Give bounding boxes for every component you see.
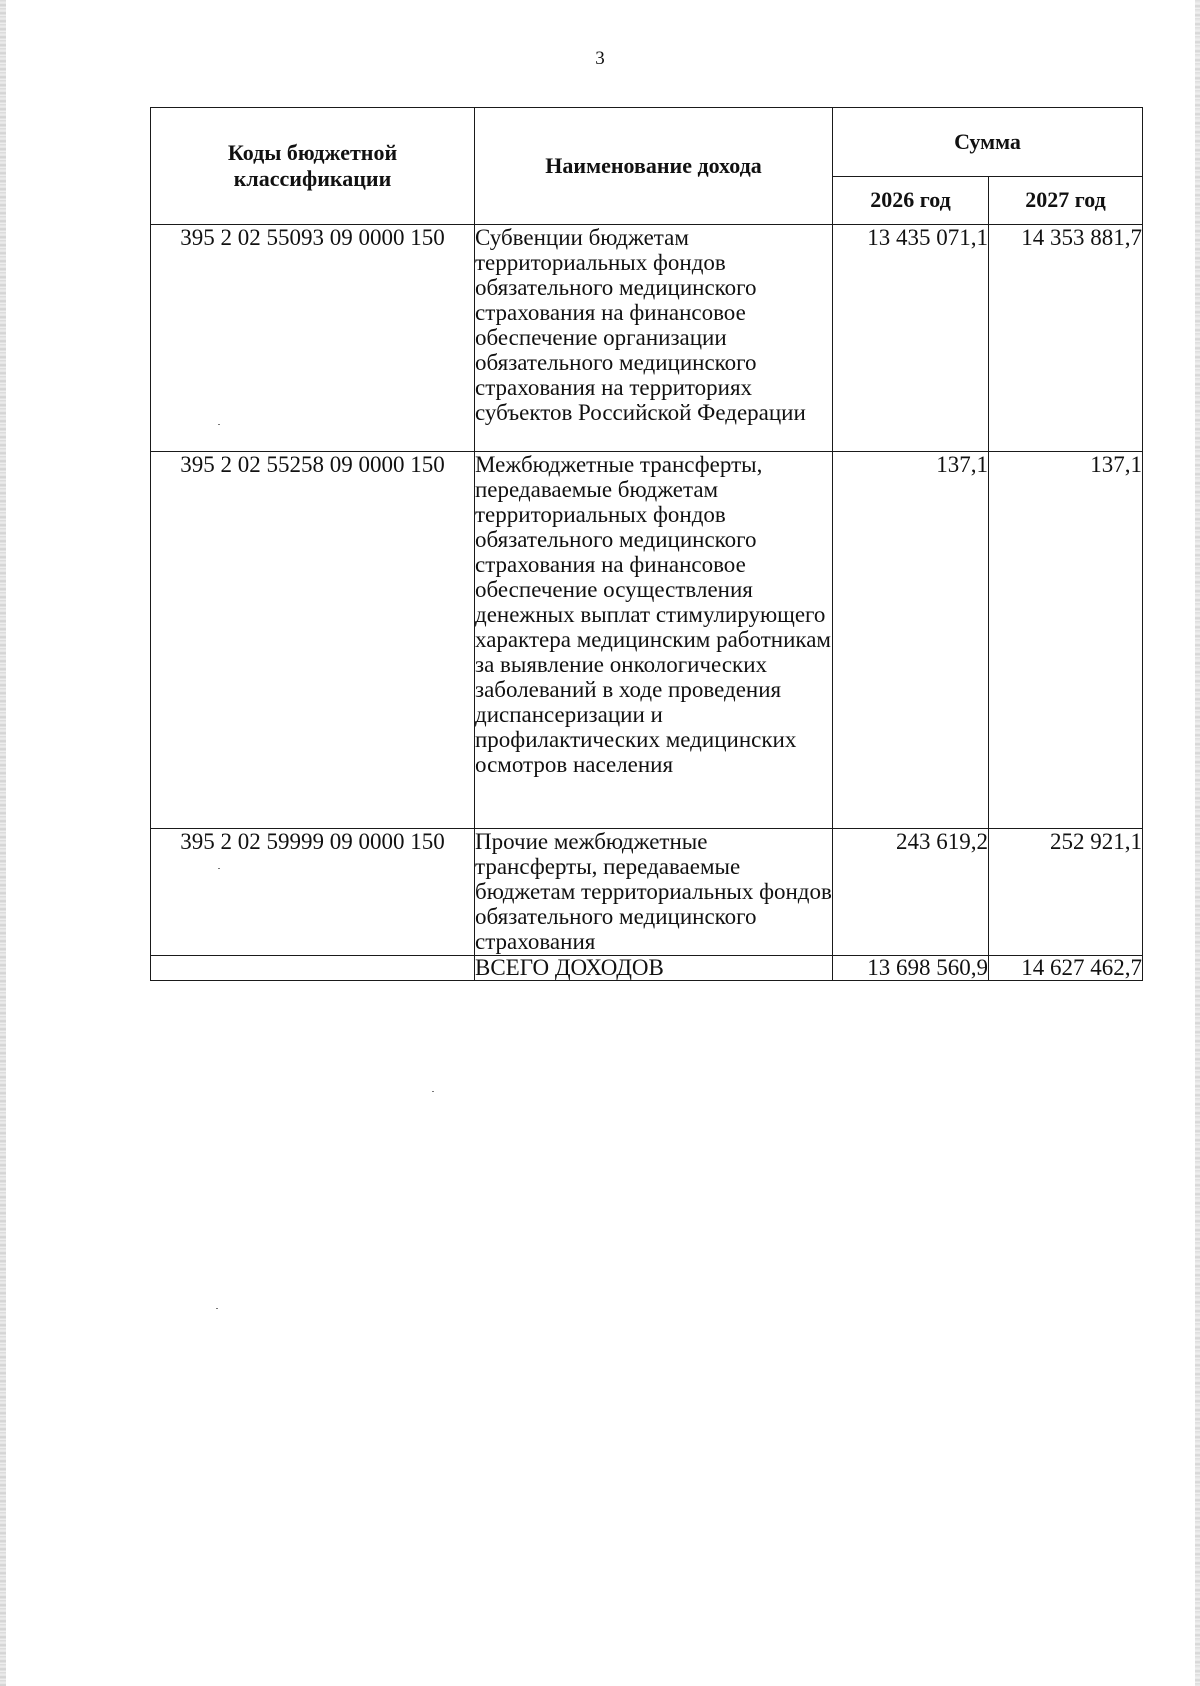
scan-edge-left xyxy=(0,0,6,1686)
revenue-table xyxy=(150,107,1143,981)
scan-speck xyxy=(218,424,220,425)
total-row xyxy=(151,956,1143,981)
scan-edge-right xyxy=(1195,0,1200,1686)
row-amount-2026: 13 435 071,1 xyxy=(833,225,989,452)
total-amount-2026: 13 698 560,9 xyxy=(833,956,989,981)
header-year-2026: 2026 год xyxy=(833,176,989,224)
row-code: 395 2 02 55093 09 0000 150 xyxy=(151,225,475,452)
scan-speck xyxy=(432,1091,434,1092)
row-amount-2026: 243 619,2 xyxy=(833,829,989,956)
row-code: 395 2 02 59999 09 0000 150 xyxy=(151,829,475,956)
total-label: ВСЕГО ДОХОДОВ xyxy=(475,956,833,981)
row-amount-2027: 14 353 881,7 xyxy=(989,225,1143,452)
row-amount-2027: 137,1 xyxy=(989,452,1143,829)
header-name: Наименование дохода xyxy=(475,108,833,225)
table-row xyxy=(151,452,1143,829)
scan-speck xyxy=(218,868,220,869)
total-amount-2027: 14 627 462,7 xyxy=(989,956,1143,981)
header-codes: Коды бюджетной классификации xyxy=(151,108,475,225)
header-sum: Сумма xyxy=(833,108,1143,177)
row-code: 395 2 02 55258 09 0000 150 xyxy=(151,452,475,829)
row-name: Субвенции бюджетам территориальных фондов обязательного медицинского страхования на финансовое обеспечение организации обязательного медицинского страхования на территориях субъектов Российской Федерации xyxy=(475,225,833,452)
table-row xyxy=(151,225,1143,452)
row-amount-2026: 137,1 xyxy=(833,452,989,829)
page-number: 3 xyxy=(595,48,605,69)
row-name: Прочие межбюджетные трансферты, передаваемые бюджетам территориальных фондов обязательного медицинского страхования xyxy=(475,829,832,954)
row-name: Межбюджетные трансферты, передаваемые бюджетам территориальных фондов обязательного медицинского страхования на финансовое обеспечение осуществления денежных выплат стимулирующего характера медицинским работникам за выявление онкологических заболеваний в ходе проведения диспансеризации и профилактических медицинских осмотров населения xyxy=(475,452,833,829)
total-code-empty xyxy=(151,956,475,981)
scan-speck xyxy=(216,1308,218,1309)
row-amount-2027: 252 921,1 xyxy=(989,829,1143,956)
header-year-2027: 2027 год xyxy=(989,176,1143,224)
table-row xyxy=(151,829,1143,956)
